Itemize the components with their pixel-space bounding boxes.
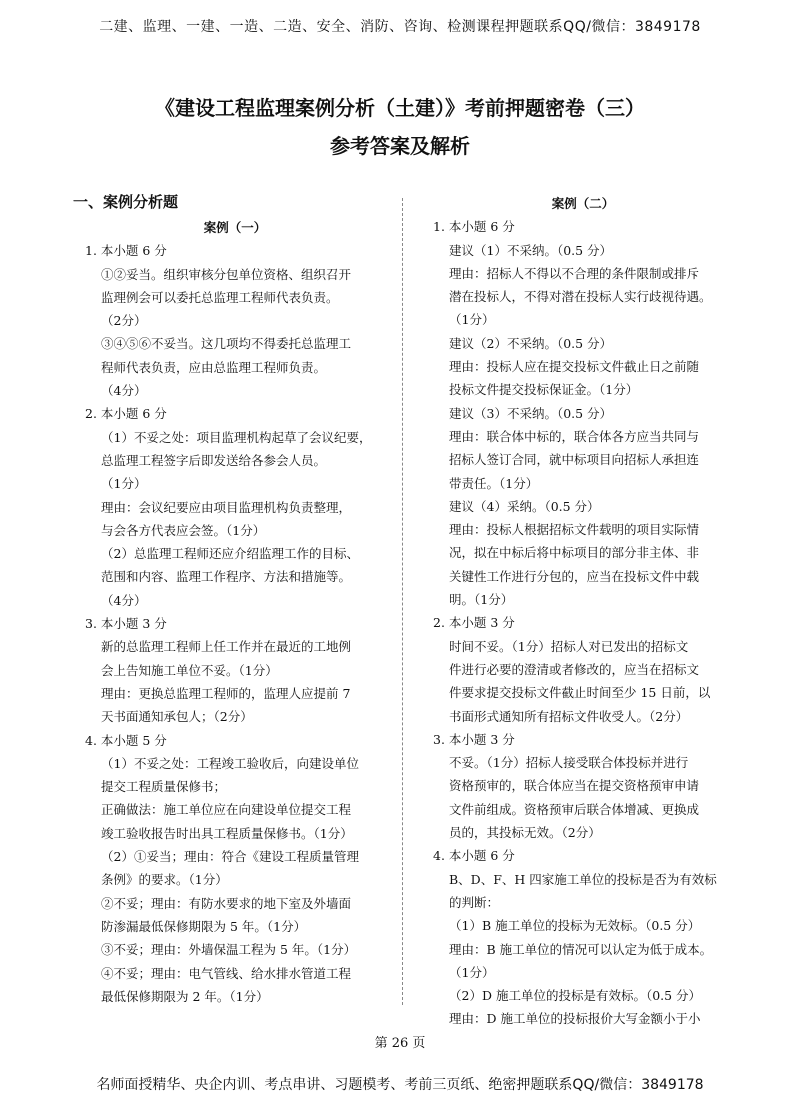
question-heading: 3. 本小题 3 分 <box>433 731 515 747</box>
answer-line: （4分） <box>101 383 147 399</box>
header-banner: 二建、监理、一建、一造、二造、安全、消防、咨询、检测课程押题联系QQ/微信：3849178 <box>99 19 701 35</box>
question-heading: 2. 本小题 3 分 <box>433 615 515 631</box>
section-heading: 一、案例分析题 <box>73 193 179 211</box>
answer-line: （1分） <box>449 312 495 328</box>
answer-line: ④不妥；理由：电气管线、给水排水管道工程 <box>101 965 352 981</box>
answer-line: ③④⑤⑥不妥当。这几项均不得委托总监理工 <box>101 336 352 352</box>
answer-line: 件进行必要的澄清或者修改的，应当在招标文 <box>449 661 700 677</box>
answer-line: （2分） <box>101 313 147 329</box>
answer-line: 潜在投标人，不得对潜在投标人实行歧视待遇。 <box>449 289 712 305</box>
answer-line: 建议（1）不采纳。（0.5 分） <box>449 242 613 258</box>
answer-line: 资格预审的，联合体应当在提交资格预审申请 <box>449 778 700 794</box>
answer-line: 会上告知施工单位不妥。（1分） <box>101 662 278 678</box>
answer-line: 理由：投标人根据招标文件载明的项目实际情 <box>449 522 700 538</box>
answer-line: 竣工验收报告时出具工程质量保修书。（1分） <box>101 825 353 841</box>
answer-line: B、D、F、H 四家施工单位的投标是否为有效标 <box>449 871 717 887</box>
answer-line: （1）不妥之处：项目监理机构起草了会议纪要， <box>101 429 372 445</box>
answer-line: 招标人签订合同，就中标项目向招标人承担连 <box>449 452 700 468</box>
answer-line: 件要求提交投标文件截止时间至少 15 日前，以 <box>449 685 711 701</box>
answer-line: 最低保修期限为 2 年。（1分） <box>101 988 269 1004</box>
answer-line: ②不妥；理由：有防水要求的地下室及外墙面 <box>101 895 352 911</box>
page-number: 第 26 页 <box>374 1036 426 1051</box>
answer-line: 的判断： <box>449 894 500 910</box>
answer-line: 明。（1分） <box>449 592 514 608</box>
answer-line: 范围和内容、监理工作程序、方法和措施等。 <box>101 569 352 585</box>
answer-line: （1）不妥之处：工程竣工验收后，向建设单位 <box>101 755 359 771</box>
left-column <box>85 216 385 1008</box>
answer-line: 防渗漏最低保修期限为 5 年。（1分） <box>101 918 307 934</box>
answer-line: （2）总监理工程师还应介绍监理工作的目标、 <box>101 546 359 562</box>
question-heading: 1. 本小题 6 分 <box>85 243 167 259</box>
answer-line: 关键性工作进行分包的，应当在投标文件中载 <box>449 568 700 584</box>
case-title: 案例（一） <box>203 220 267 235</box>
case-title: 案例（二） <box>551 196 615 211</box>
answer-line: 带责任。（1分） <box>449 475 539 491</box>
answer-line: 建议（2）不采纳。（0.5 分） <box>449 335 613 351</box>
answer-line: 理由：更换总监理工程师的，监理人应提前 7 <box>101 685 351 701</box>
answer-line: 投标文件提交投标保证金。（1分） <box>449 382 639 398</box>
answer-line: 条例》的要求。（1分） <box>101 872 228 888</box>
answer-line: 理由：投标人应在提交投标文件截止日之前随 <box>449 359 700 375</box>
answer-line: 理由：D 施工单位的投标报价大写金额小于小 <box>449 1011 701 1027</box>
answer-line: 程师代表负责，应由总监理工程师负责。 <box>101 359 327 375</box>
answer-line: （1分） <box>449 964 495 980</box>
answer-line: 提交工程质量保修书； <box>101 779 227 795</box>
answer-line: 天书面通知承包人；（2分） <box>101 709 253 725</box>
answer-line: 文件前组成。资格预审后联合体增减、更换成 <box>449 801 700 817</box>
answer-line: 时间不妥。（1分）招标人对已发出的招标文 <box>449 638 689 654</box>
answer-line: 理由：联合体中标的，联合体各方应当共同与 <box>449 428 700 444</box>
footer-banner: 名师面授精华、央企内训、考点串讲、习题模考、考前三页纸、绝密押题联系QQ/微信：3849178 <box>96 1077 704 1093</box>
answer-line: （4分） <box>101 592 147 608</box>
column-divider <box>402 198 403 1005</box>
answer-line: 员的，其投标无效。（2分） <box>449 825 601 841</box>
answer-line: 况，拟在中标后将中标项目的部分非主体、非 <box>449 545 700 561</box>
answer-line: 理由：会议纪要应由项目监理机构负责整理， <box>101 499 352 515</box>
question-heading: 3. 本小题 3 分 <box>85 616 167 632</box>
answer-line: 与会各方代表应会签。（1分） <box>101 522 266 538</box>
answer-line: 理由：招标人不得以不合理的条件限制或排斥 <box>449 265 700 281</box>
answer-line: （2）①妥当；理由：符合《建设工程质量管理 <box>101 849 359 865</box>
answer-line: 书面形式通知所有招标文件收受人。（2分） <box>449 708 689 724</box>
answer-line: ③不妥；理由：外墙保温工程为 5 年。（1分） <box>101 942 357 958</box>
question-heading: 4. 本小题 5 分 <box>85 732 167 748</box>
question-heading: 2. 本小题 6 分 <box>85 406 167 422</box>
answer-line: 总监理工程签字后即发送给各参会人员。 <box>101 452 327 468</box>
answer-line: 新的总监理工程师上任工作并在最近的工地例 <box>101 639 352 655</box>
answer-line: 建议（3）不采纳。（0.5 分） <box>449 405 613 421</box>
page-title: 《建设工程监理案例分析（土建）》考前押题密卷（三） <box>155 96 645 120</box>
answer-line: （2）D 施工单位的投标是有效标。（0.5 分） <box>449 988 702 1004</box>
question-heading: 1. 本小题 6 分 <box>433 219 515 235</box>
answer-line: 不妥。（1分）招标人接受联合体投标并进行 <box>449 755 689 771</box>
page-subtitle: 参考答案及解析 <box>330 134 470 158</box>
answer-line: （1分） <box>101 476 147 492</box>
answer-line: ①②妥当。组织审核分包单位资格、组织召开 <box>101 266 352 282</box>
answer-line: （1）B 施工单位的投标为无效标。（0.5 分） <box>449 918 701 934</box>
answer-line: 监理例会可以委托总监理工程师代表负责。 <box>101 289 339 305</box>
answer-line: 理由：B 施工单位的情况可以认定为低于成本。 <box>449 941 713 957</box>
answer-line: 建议（4）采纳。（0.5 分） <box>449 498 600 514</box>
answer-line: 正确做法：施工单位应在向建设单位提交工程 <box>101 802 352 818</box>
right-column <box>433 192 733 1031</box>
question-heading: 4. 本小题 6 分 <box>433 848 515 864</box>
